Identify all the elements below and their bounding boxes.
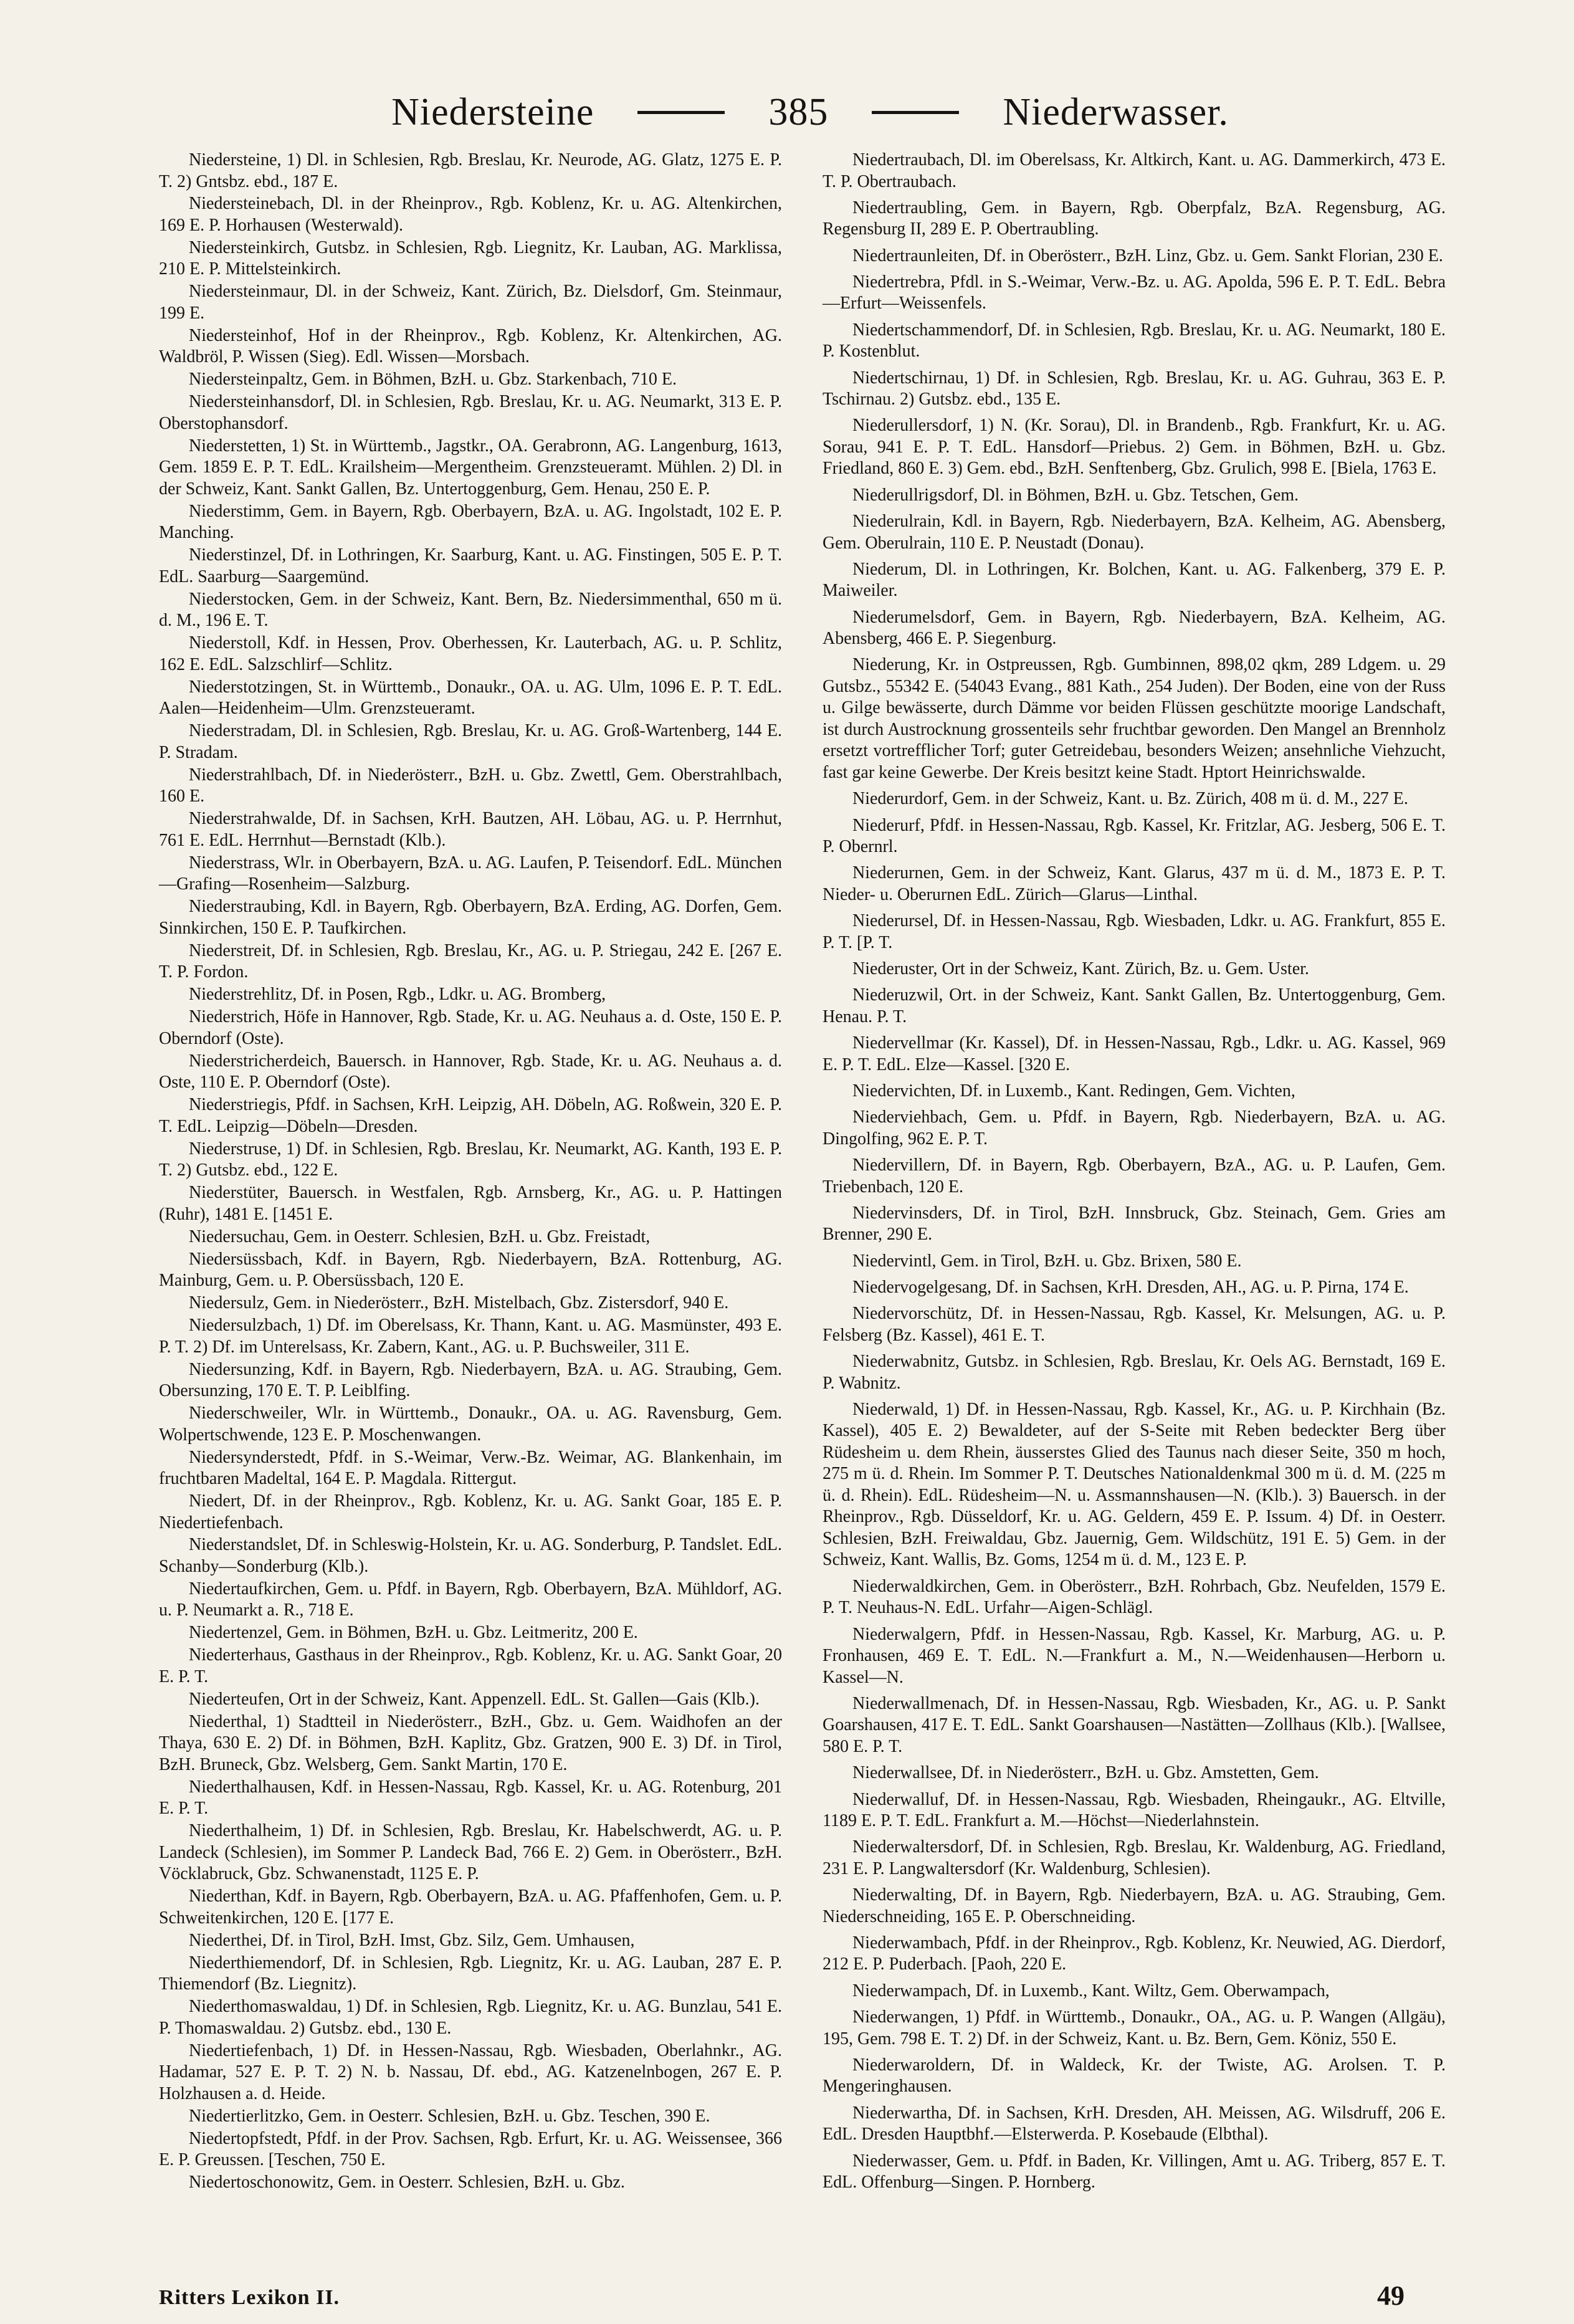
lexicon-entry: Niederstrahwalde, Df. in Sachsen, KrH. Bautzen, AH. Löbau, AG. u. P. Herrnhut, 761 E. EdL. Herrnhut—Bernstadt (Klb.). [159,809,782,850]
lexicon-entry: Niedersteine, 1) Dl. in Schlesien, Rgb. Breslau, Kr. Neurode, AG. Glatz, 1275 E. P. T. 2) Gntsbz. ebd., 187 E. [159,150,782,191]
lexicon-entry: Niedertrebra, Pfdl. in S.-Weimar, Verw.-Bz. u. AG. Apolda, 596 E. P. T. EdL. Bebra—Erfurt—Weissenfels. [823,272,1446,313]
lexicon-entry: Niederstotzingen, St. in Württemb., Donaukr., OA. u. AG. Ulm, 1096 E. P. T. EdL. Aalen—Heidenheim—Ulm. Grenzsteueramt. [159,677,782,719]
lexicon-entry: Niedersteinkirch, Gutsbz. in Schlesien, Rgb. Liegnitz, Kr. Lauban, AG. Marklissa, 210 E. P. Mittelsteinkirch. [159,237,782,279]
lexicon-entry: Niederterhaus, Gasthaus in der Rheinprov., Rgb. Koblenz, Kr. u. AG. Sankt Goar, 20 E. P. T. [159,1645,782,1686]
lexicon-entry: Niederstimm, Gem. in Bayern, Rgb. Oberbayern, BzA. u. AG. Ingolstadt, 102 E. P. Manching. [159,501,782,543]
lexicon-entry: Niederulrain, Kdl. in Bayern, Rgb. Niederbayern, BzA. Kelheim, AG. Abensberg, Gem. Oberulrain, 110 E. P. Neustadt (Donau). [823,512,1446,553]
lexicon-entry: Niederschweiler, Wlr. in Württemb., Donaukr., OA. u. AG. Ravensburg, Gem. Wolpertschwende, 123 E. P. Moschenwangen. [159,1403,782,1445]
lexicon-entry: Niederung, Kr. in Ostpreussen, Rgb. Gumbinnen, 898,02 qkm, 289 Ldgem. u. 29 Gutsbz., 55342 E. (54043 Evang., 881 Kath., 254 Juden). Der Boden, eine von der Russ u. Gilge bewässerte, durch Dämme vor beiden Flüssen geschützte moorige Landschaft, ist durch Austrocknung grossenteils sehr fruchtbar geworden. Den Mangel an Brennholz ersetzt vortrefflicher Torf; guter Getreidebau, besonders Weizen; ansehnliche Viehzucht, fast gar keine Gewerbe. Der Kreis besitzt keine Stadt. Hptort Heinrichswalde. [823,655,1446,782]
lexicon-entry: Niederstruse, 1) Df. in Schlesien, Rgb. Breslau, Kr. Neumarkt, AG. Kanth, 193 E. P. T. 2) Gutsbz. ebd., 122 E. [159,1139,782,1180]
lexicon-entry: Niederwallmenach, Df. in Hessen-Nassau, Rgb. Wiesbaden, Kr., AG. u. P. Sankt Goarshausen, 417 E. T. EdL. Sankt Goarshausen—Nastätten—Zollhaus (Klb.). [Wallsee, 580 E. P. T. [823,1693,1446,1756]
lexicon-entry: Niederthalhausen, Kdf. in Hessen-Nassau, Rgb. Kassel, Kr. u. AG. Rotenburg, 201 E. P. T. [159,1777,782,1819]
lexicon-entry: Niedertraunleiten, Df. in Oberösterr., BzH. Linz, Gbz. u. Gem. Sankt Florian, 230 E. [852,246,1443,265]
lexicon-entry: Niederstinzel, Df. in Lothringen, Kr. Saarburg, Kant. u. AG. Finstingen, 505 E. P. T. EdL. Saarburg—Saargemünd. [159,545,782,586]
lexicon-entry: Niedersulzbach, 1) Df. im Oberelsass, Kr. Thann, Kant. u. AG. Masmünster, 493 E. P. T. 2) Df. im Unterelsass, Kr. Zabern, Kant., AG. u. P. Buchsweiler, 311 E. [159,1316,782,1357]
lexicon-entry: Niederstrehlitz, Df. in Posen, Rgb., Ldkr. u. AG. Bromberg, [189,985,606,1005]
lexicon-entry: Niederthei, Df. in Tirol, BzH. Imst, Gbz. Silz, Gem. Umhausen, [189,1930,635,1950]
lexicon-entry: Niederwallsee, Df. in Niederösterr., BzH. u. Gbz. Amstetten, Gem. [852,1763,1319,1783]
header-left-keyword: Niedersteine [391,90,594,133]
lexicon-entry: Niedersunzing, Kdf. in Bayern, Rgb. Niederbayern, BzA. u. AG. Straubing, Gem. Obersunzing, 170 E. T. P. Leiblfing. [159,1359,782,1401]
lexicon-entry: Niederstetten, 1) St. in Württemb., Jagstkr., OA. Gerabronn, AG. Langenburg, 1613, Gem. 1859 E. P. T. EdL. Krailsheim—Mergentheim. Grenzsteueramt. Mühlen. 2) Dl. in der Schweiz, Kant. Sankt Gallen, Bz. Untertoggenburg, Gem. Henau, 250 E. P. [159,436,782,499]
text-columns [159,150,1446,2194]
footer-signature: Ritters Lexikon II. [159,2286,340,2309]
lexicon-entry: Niederstrass, Wlr. in Oberbayern, BzA. u. AG. Laufen, P. Teisendorf. EdL. München—Grafing—Rosenheim—Salzburg. [159,853,782,894]
lexicon-entry: Niedersteinhof, Hof in der Rheinprov., Rgb. Koblenz, Kr. Altenkirchen, AG. Waldbröl, P. Wissen (Sieg). Edl. Wissen—Morsbach. [159,325,782,367]
lexicon-entry: Niederstoll, Kdf. in Hessen, Prov. Oberhessen, Kr. Lauterbach, AG. u. P. Schlitz, 162 E. EdL. Salzschlirf—Schlitz. [159,633,782,674]
lexicon-entry: Niederteufen, Ort in der Schweiz, Kant. Appenzell. EdL. St. Gallen—Gais (Klb.). [189,1689,760,1709]
lexicon-entry: Niederstreit, Df. in Schlesien, Rgb. Breslau, Kr., AG. u. P. Striegau, 242 E. [267 E. T. P. Fordon. [159,940,782,982]
lexicon-entry: Niedersteinebach, Dl. in der Rheinprov., Rgb. Koblenz, Kr. u. AG. Altenkirchen, 169 E. P. Horhausen (Westerwald). [159,194,782,235]
header-dash-left [637,111,725,114]
lexicon-entry: Niederwald, 1) Df. in Hessen-Nassau, Rgb. Kassel, Kr., AG. u. P. Kirchhain (Bz. Kassel), 405 E. 2) Bewaldeter, auf der S-Seite mit Reben bedeckter Berg über Rüdesheim u. dem Rhein, äusserstes Glied des Taunus nach dieser Seite, 350 m hoch, 275 m ü. d. Rhein. Im Sommer P. T. Deutsches Nationaldenkmal 300 m ü. d. M. (225 m ü. d. Rhein). EdL. Rüdesheim—N. u. Assmannshausen—N. (Klb.). 3) Bauersch. in der Rheinprov., Rgb. Düsseldorf, Kr. u. AG. Geldern, 459 E. P. Issum. 4) Df. in Oesterr. Schlesien, BzH. Freiwaldau, Gbz. Jauernig, Gem. Wildschütz, 191 E. 5) Gem. in der Schweiz, Kant. Wallis, Bz. Goms, 1254 m ü. d. M., 123 E. P. [823,1399,1446,1570]
lexicon-entry: Niedersynderstedt, Pfdf. in S.-Weimar, Verw.-Bz. Weimar, AG. Blankenhain, im fruchtbaren Madeltal, 164 E. P. Magdala. Rittergut. [159,1447,782,1489]
lexicon-entry: Niederstriegis, Pfdf. in Sachsen, KrH. Leipzig, AH. Döbeln, AG. Roßwein, 320 E. P. T. EdL. Leipzig—Döbeln—Dresden. [159,1095,782,1136]
lexicon-entry: Niederumelsdorf, Gem. in Bayern, Rgb. Niederbayern, BzA. Kelheim, AG. Abensberg, 466 E. P. Siegenburg. [823,607,1446,649]
lexicon-entry: Niederwabnitz, Gutsbz. in Schlesien, Rgb. Breslau, Kr. Oels AG. Bernstadt, 169 E. P. Wabnitz. [823,1352,1446,1393]
lexicon-entry: Niedersüssbach, Kdf. in Bayern, Rgb. Niederbayern, BzA. Rottenburg, AG. Mainburg, Gem. u. P. Obersüssbach, 120 E. [159,1249,782,1291]
lexicon-entry: Niederthomaswaldau, 1) Df. in Schlesien, Rgb. Liegnitz, Kr. u. AG. Bunzlau, 541 E. P. Thomaswaldau. 2) Gutsbz. ebd., 130 E. [159,1997,782,2038]
lexicon-entry: Niederstraubing, Kdl. in Bayern, Rgb. Oberbayern, BzA. Erding, AG. Dorfen, Gem. Sinnkirchen, 150 E. P. Taufkirchen. [159,897,782,938]
lexicon-entry: Niederwalluf, Df. in Hessen-Nassau, Rgb. Wiesbaden, Rheingaukr., AG. Eltville, 1189 E. P. T. EdL. Frankfurt a. M.—Höchst—Niederlahnstein. [823,1789,1446,1830]
lexicon-entry: Niederum, Dl. in Lothringen, Kr. Bolchen, Kant. u. AG. Falkenberg, 379 E. P. Maiweiler. [823,559,1446,601]
lexicon-entry: Niederwaltersdorf, Df. in Schlesien, Rgb. Breslau, Kr. Waldenburg, AG. Friedland, 231 E. P. Langwaltersdorf (Kr. Waldenburg, Schlesien). [823,1837,1446,1878]
lexicon-entry: Niederthalheim, 1) Df. in Schlesien, Rgb. Breslau, Kr. Habelschwerdt, AG. u. P. Landeck (Schlesien), im Sommer P. Landeck Bad, 766 E. 2) Gem. in Oberösterr., BzH. Vöcklabruck, Gbz. Schwanenstadt, 1125 E. P. [159,1821,782,1884]
lexicon-entry: Niederwalting, Df. in Bayern, Rgb. Niederbayern, BzA. u. AG. Straubing, Gem. Niederschneiding, 165 E. P. Oberschneiding. [823,1885,1446,1926]
lexicon-entry: Niedertraubach, Dl. im Oberelsass, Kr. Altkirch, Kant. u. AG. Dammerkirch, 473 E. T. P. Obertraubach. [823,150,1446,191]
lexicon-entry: Niedervorschütz, Df. in Hessen-Nassau, Rgb. Kassel, Kr. Melsungen, AG. u. P. Felsberg (Bz. Kassel), 461 E. T. [823,1304,1446,1345]
lexicon-entry: Niederwaroldern, Df. in Waldeck, Kr. der Twiste, AG. Arolsen. T. P. Mengeringhausen. [823,2055,1446,2097]
lexicon-entry: Niedersteinpaltz, Gem. in Böhmen, BzH. u. Gbz. Starkenbach, 710 E. [189,370,677,390]
lexicon-entry: Niederullersdorf, 1) N. (Kr. Sorau), Dl. in Brandenb., Rgb. Frankfurt, Kr. u. AG. Sorau, 941 E. P. T. EdL. Hansdorf—Priebus. 2) Gem. in Böhmen, BzH. u. Gbz. Friedland, 860 E. 3) Gem. ebd., BzH. Senftenberg, Gbz. Grulich, 998 E. [Biela, 1763 E. [823,416,1446,479]
lexicon-entry: Niedersulz, Gem. in Niederösterr., BzH. Mistelbach, Gbz. Zistersdorf, 940 E. [189,1293,729,1313]
lexicon-entry: Niederullrigsdorf, Dl. in Böhmen, BzH. u. Gbz. Tetschen, Gem. [852,485,1299,505]
lexicon-entry: Niedersteinmaur, Dl. in der Schweiz, Kant. Zürich, Bz. Dielsdorf, Gm. Steinmaur, 199 E. [159,282,782,323]
lexicon-entry: Niedertoschonowitz, Gem. in Oesterr. Schlesien, BzH. u. Gbz. [189,2173,625,2192]
lexicon-entry: Niedertraubling, Gem. in Bayern, Rgb. Oberpfalz, BzA. Regensburg, AG. Regensburg II, 289 E. P. Obertraubling. [823,198,1446,239]
lexicon-entry: Niederurnen, Gem. in der Schweiz, Kant. Glarus, 437 m ü. d. M., 1873 E. P. T. Nieder- u. Oberurnen EdL. Zürich—Glarus—Linthal. [823,863,1446,904]
lexicon-entry: Niederursel, Df. in Hessen-Nassau, Rgb. Wiesbaden, Ldkr. u. AG. Frankfurt, 855 E. P. T. [P. T. [823,911,1446,952]
lexicon-entry: Niedertschammendorf, Df. in Schlesien, Rgb. Breslau, Kr. u. AG. Neumarkt, 180 E. P. Kostenblut. [823,320,1446,361]
lexicon-entry: Niederwartha, Df. in Sachsen, KrH. Dresden, AH. Meissen, AG. Wilsdruff, 206 E. EdL. Dresden Hauptbhf.—Elsterwerda. P. Kosebaude (Elbthal). [823,2103,1446,2145]
lexicon-entry: Niederthan, Kdf. in Bayern, Rgb. Oberbayern, BzA. u. AG. Pfaffenhofen, Gem. u. P. Schweitenkirchen, 120 E. [177 E. [159,1886,782,1928]
lexicon-entry: Niederwampach, Df. in Luxemb., Kant. Wiltz, Gem. Oberwampach, [852,1981,1330,2001]
header-dash-right [872,111,959,114]
lexicon-entry: Niedervillern, Df. in Bayern, Rgb. Oberbayern, BzA., AG. u. P. Laufen, Gem. Triebenbach, 120 E. [823,1155,1446,1197]
lexicon-entry: Niedertierlitzko, Gem. in Oesterr. Schlesien, BzH. u. Gbz. Teschen, 390 E. [189,2106,710,2126]
lexicon-entry: Niederstüter, Bauersch. in Westfalen, Rgb. Arnsberg, Kr., AG. u. P. Hattingen (Ruhr), 1481 E. [1451 E. [159,1183,782,1224]
lexicon-entry: Niederstrich, Höfe in Hannover, Rgb. Stade, Kr. u. AG. Neuhaus a. d. Oste, 150 E. P. Oberndorf (Oste). [159,1007,782,1048]
lexicon-entry: Niederstocken, Gem. in der Schweiz, Kant. Bern, Bz. Niedersimmenthal, 650 m ü. d. M., 196 E. T. [159,589,782,631]
lexicon-entry: Niederstricherdeich, Bauersch. in Hannover, Rgb. Stade, Kr. u. AG. Neuhaus a. d. Oste, 110 E. P. Oberndorf (Oste). [159,1051,782,1093]
lexicon-entry: Niedervellmar (Kr. Kassel), Df. in Hessen-Nassau, Rgb., Ldkr. u. AG. Kassel, 969 E. P. T. EdL. Elze—Kassel. [320 E. [823,1033,1446,1074]
lexicon-entry: Niederurdorf, Gem. in der Schweiz, Kant. u. Bz. Zürich, 408 m ü. d. M., 227 E. [852,789,1408,809]
lexicon-entry: Niedersuchau, Gem. in Oesterr. Schlesien, BzH. u. Gbz. Freistadt, [189,1227,651,1246]
lexicon-entry: Niedervogelgesang, Df. in Sachsen, KrH. Dresden, AH., AG. u. P. Pirna, 174 E. [852,1278,1409,1297]
lexicon-entry: Niederviehbach, Gem. u. Pfdf. in Bayern, Rgb. Niederbayern, BzA. u. AG. Dingolfing, 962 E. P. T. [823,1107,1446,1149]
right-column [823,150,1446,2194]
lexicon-entry: Niederwalgern, Pfdf. in Hessen-Nassau, Rgb. Kassel, Kr. Marburg, AG. u. P. Fronhausen, 469 E. T. EdL. N.—Frankfurt a. M., N.—Weidenhausen—Herborn u. Kassel—N. [823,1624,1446,1687]
lexicon-entry: Niedert, Df. in der Rheinprov., Rgb. Koblenz, Kr. u. AG. Sankt Goar, 185 E. P. Niedertiefenbach. [159,1491,782,1533]
lexicon-entry: Niedervintl, Gem. in Tirol, BzH. u. Gbz. Brixen, 580 E. [852,1251,1242,1271]
lexicon-entry: Niederthiemendorf, Df. in Schlesien, Rgb. Liegnitz, Kr. u. AG. Lauban, 287 E. P. Thiemendorf (Bz. Liegnitz). [159,1953,782,1994]
lexicon-entry: Niedertschirnau, 1) Df. in Schlesien, Rgb. Breslau, Kr. u. AG. Guhrau, 363 E. P. Tschirnau. 2) Gutsbz. ebd., 135 E. [823,368,1446,409]
page-header [187,75,1433,150]
lexicon-entry: Niedertiefenbach, 1) Df. in Hessen-Nassau, Rgb. Wiesbaden, Oberlahnkr., AG. Hadamar, 527 E. P. T. 2) N. b. Nassau, Df. ebd., AG. Katzenelnbogen, 267 E. P. Holzhausen a. d. Heide. [159,2040,782,2103]
lexicon-entry: Niedervichten, Df. in Luxemb., Kant. Redingen, Gem. Vichten, [852,1081,1295,1101]
lexicon-entry: Niederwangen, 1) Pfdf. in Württemb., Donaukr., OA., AG. u. P. Wangen (Allgäu), 195, Gem. 798 E. T. 2) Df. in der Schweiz, Kant. u. Bz. Bern, Gem. Köniz, 550 E. [823,2007,1446,2049]
lexicon-entry: Niederurf, Pfdf. in Hessen-Nassau, Rgb. Kassel, Kr. Fritzlar, AG. Jesberg, 506 E. T. P. Obernrl. [823,815,1446,857]
lexicon-entry: Niederwasser, Gem. u. Pfdf. in Baden, Kr. Villingen, Amt u. AG. Triberg, 857 E. T. EdL. Offenburg—Singen. P. Hornberg. [823,2151,1446,2192]
header-right-keyword: Niederwasser. [1003,90,1229,133]
lexicon-entry: Niedertenzel, Gem. in Böhmen, BzH. u. Gbz. Leitmeritz, 200 E. [189,1623,638,1643]
lexicon-entry: Niederwambach, Pfdf. in der Rheinprov., Rgb. Koblenz, Kr. Neuwied, AG. Dierdorf, 212 E. P. Puderbach. [Paoh, 220 E. [823,1933,1446,1974]
footer-sheet-number: 49 [1377,2280,1405,2311]
page-number: 385 [768,90,829,133]
lexicon-entry: Niederuzwil, Ort. in der Schweiz, Kant. Sankt Gallen, Bz. Untertoggenburg, Gem. Henau. P. T. [823,985,1446,1026]
lexicon-entry: Niedervinsders, Df. in Tirol, BzH. Innsbruck, Gbz. Steinach, Gem. Gries am Brenner, 290 E. [823,1203,1446,1245]
lexicon-entry: Niederwaldkirchen, Gem. in Oberösterr., BzH. Rohrbach, Gbz. Neufelden, 1579 E. P. T. Neuhaus-N. EdL. Urfahr—Aigen-Schlägl. [823,1576,1446,1618]
lexicon-entry: Niederuster, Ort in der Schweiz, Kant. Zürich, Bz. u. Gem. Uster. [852,959,1309,978]
lexicon-entry: Niederthal, 1) Stadtteil in Niederösterr., BzH., Gbz. u. Gem. Waidhofen an der Thaya, 630 E. 2) Df. in Böhmen, BzH. Kaplitz, Gbz. Gratzen, 900 E. 3) Df. in Tirol, BzH. Bruneck, Gbz. Welsberg, Gem. Sankt Martin, 170 E. [159,1711,782,1774]
lexicon-entry: Niedertopfstedt, Pfdf. in der Prov. Sachsen, Rgb. Erfurt, Kr. u. AG. Weissensee, 366 E. P. Greussen. [Teschen, 750 E. [159,2128,782,2170]
lexicon-entry: Niederstradam, Dl. in Schlesien, Rgb. Breslau, Kr. u. AG. Groß-Wartenberg, 144 E. P. Stradam. [159,721,782,762]
lexicon-entry: Niedertaufkirchen, Gem. u. Pfdf. in Bayern, Rgb. Oberbayern, BzA. Mühldorf, AG. u. P. Neumarkt a. R., 718 E. [159,1579,782,1620]
lexicon-entry: Niederstrahlbach, Df. in Niederösterr., BzH. u. Gbz. Zwettl, Gem. Oberstrahlbach, 160 E. [159,765,782,806]
left-column [159,150,782,2194]
lexicon-entry: Niedersteinhansdorf, Dl. in Schlesien, Rgb. Breslau, Kr. u. AG. Neumarkt, 313 E. P. Oberstophansdorf. [159,392,782,433]
lexicon-entry: Niederstandslet, Df. in Schleswig-Holstein, Kr. u. AG. Sonderburg, P. Tandslet. EdL. Schanby—Sonderburg (Klb.). [159,1535,782,1576]
